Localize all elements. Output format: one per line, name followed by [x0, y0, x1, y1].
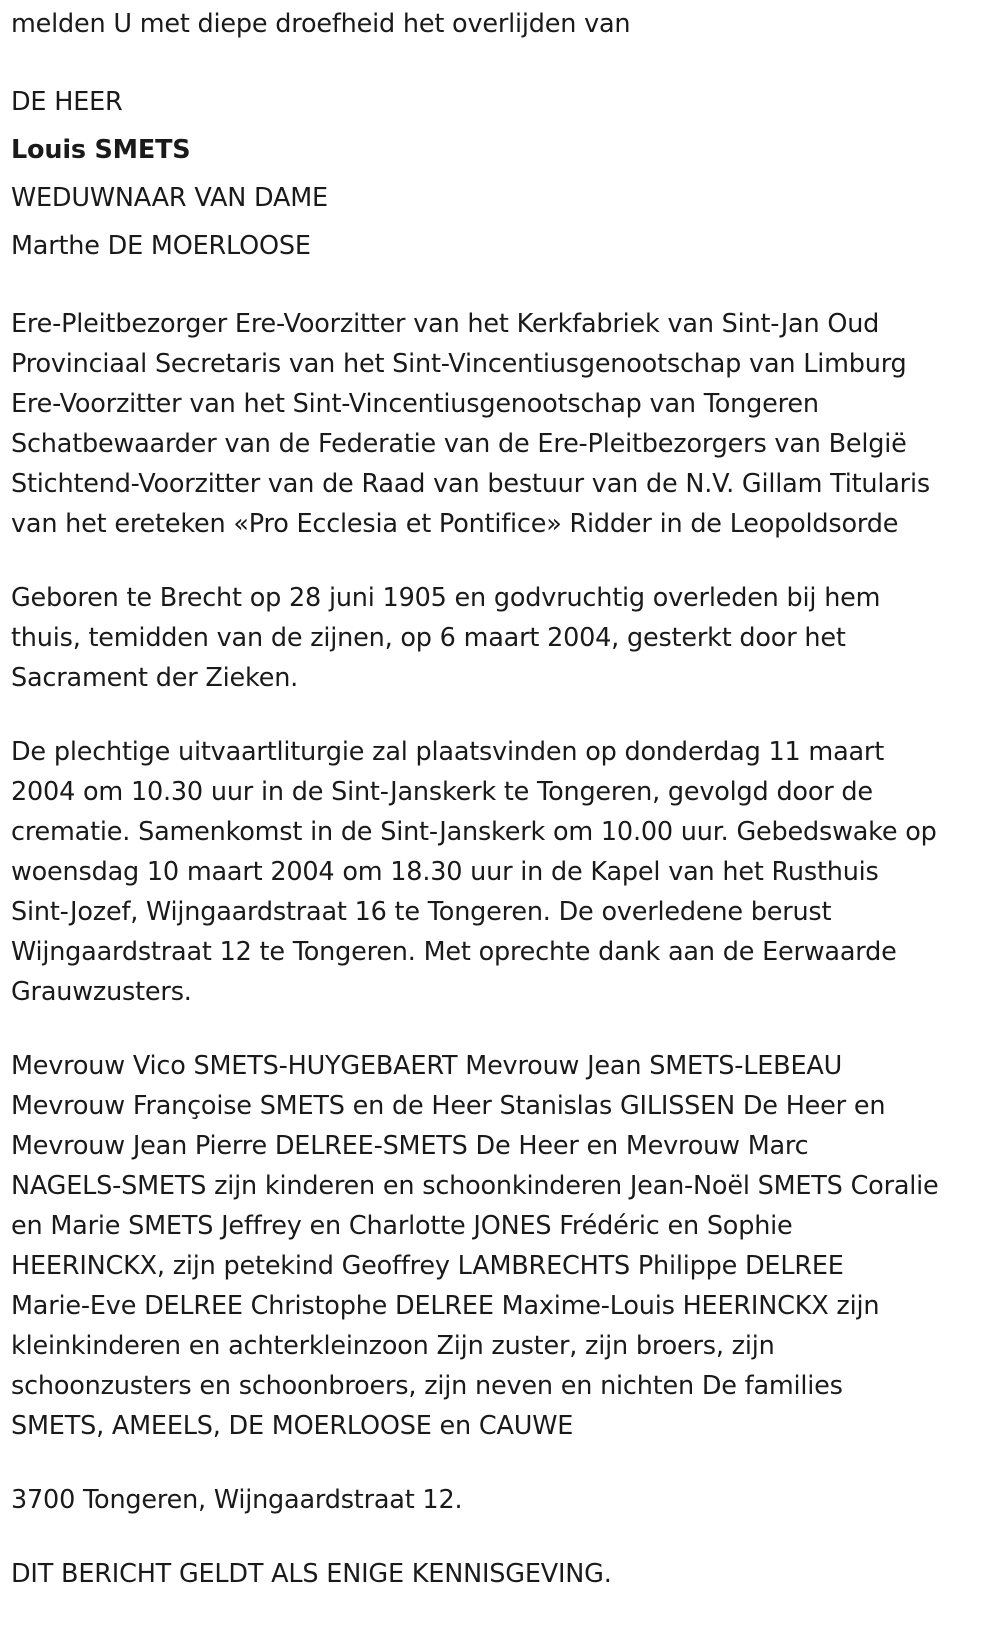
deceased-block — [11, 78, 985, 270]
paragraph-line: Ere-Pleitbezorger Ere-Voorzitter van het Kerkfabriek van Sint-Jan Oud — [11, 309, 880, 339]
widower-label: WEDUWNAAR VAN DAME — [11, 183, 328, 213]
paragraph-line: SMETS, AMEELS, DE MOERLOOSE en CAUWE — [11, 1411, 574, 1441]
spacer — [11, 544, 985, 578]
paragraph-line: Wijngaardstraat 12 te Tongeren. Met oprechte dank aan de Eerwaarde — [11, 937, 897, 967]
deceased-name: Louis SMETS — [11, 135, 191, 165]
paragraph-line: De plechtige uitvaartliturgie zal plaatsvinden op donderdag 11 maart — [11, 737, 885, 767]
funeral-paragraph — [11, 732, 985, 1012]
spacer — [11, 1520, 985, 1554]
paragraph-line: van het ereteken «Pro Ecclesia et Pontifice» Ridder in de Leopoldsorde — [11, 509, 899, 539]
paragraph-line: Schatbewaarder van de Federatie van de Ere-Pleitbezorgers van België — [11, 429, 907, 459]
spacer — [11, 1446, 985, 1480]
spouse-name: Marthe DE MOERLOOSE — [11, 231, 311, 261]
paragraph-line: Stichtend-Voorzitter van de Raad van bestuur van de N.V. Gillam Titularis — [11, 469, 930, 499]
intro-text: melden U met diepe droefheid het overlijden van — [11, 9, 631, 39]
paragraph-line: crematie. Samenkomst in de Sint-Janskerk om 10.00 uur. Gebedswake op — [11, 817, 937, 847]
paragraph-line: Sacrament der Zieken. — [11, 663, 299, 693]
spacer — [11, 44, 985, 78]
paragraph-line: Sint-Jozef, Wijngaardstraat 16 te Tongeren. De overledene berust — [11, 897, 832, 927]
paragraph-line: thuis, temidden van de zijnen, op 6 maart 2004, gesterkt door het — [11, 623, 846, 653]
paragraph-line: en Marie SMETS Jeffrey en Charlotte JONES Frédéric en Sophie — [11, 1211, 793, 1241]
spacer — [11, 1012, 985, 1046]
family-paragraph — [11, 1046, 985, 1446]
spacer — [11, 270, 985, 304]
spacer — [11, 698, 985, 732]
paragraph-line: Mevrouw Jean Pierre DELREE-SMETS De Heer en Mevrouw Marc — [11, 1131, 809, 1161]
paragraph-line: Geboren te Brecht op 28 juni 1905 en godvruchtig overleden bij hem — [11, 583, 881, 613]
address-text: 3700 Tongeren, Wijngaardstraat 12. — [11, 1485, 463, 1515]
deceased-title: DE HEER — [11, 87, 123, 117]
paragraph-line: 2004 om 10.30 uur in de Sint-Janskerk te Tongeren, gevolgd door de — [11, 777, 873, 807]
paragraph-line: NAGELS-SMETS zijn kinderen en schoonkinderen Jean-Noël SMETS Coralie — [11, 1171, 939, 1201]
paragraph-line: Mevrouw Vico SMETS-HUYGEBAERT Mevrouw Jean SMETS-LEBEAU — [11, 1051, 843, 1081]
birth-paragraph — [11, 578, 985, 698]
paragraph-line: HEERINCKX, zijn petekind Geoffrey LAMBRECHTS Philippe DELREE — [11, 1251, 844, 1281]
paragraph-line: Grauwzusters. — [11, 977, 192, 1007]
paragraph-line: Ere-Voorzitter van het Sint-Vincentiusgenootschap van Tongeren — [11, 389, 819, 419]
closing-notice: DIT BERICHT GELDT ALS ENIGE KENNISGEVING. — [11, 1559, 612, 1589]
paragraph-line: Provinciaal Secretaris van het Sint-Vincentiusgenootschap van Limburg — [11, 349, 907, 379]
titles-paragraph — [11, 304, 985, 544]
paragraph-line: Marie-Eve DELREE Christophe DELREE Maxime-Louis HEERINCKX zijn — [11, 1291, 880, 1321]
paragraph-line: kleinkinderen en achterkleinzoon Zijn zuster, zijn broers, zijn — [11, 1331, 775, 1361]
paragraph-line: Mevrouw Françoise SMETS en de Heer Stanislas GILISSEN De Heer en — [11, 1091, 886, 1121]
paragraph-line: schoonzusters en schoonbroers, zijn neven en nichten De families — [11, 1371, 843, 1401]
paragraph-line: woensdag 10 maart 2004 om 18.30 uur in de Kapel van het Rusthuis — [11, 857, 879, 887]
